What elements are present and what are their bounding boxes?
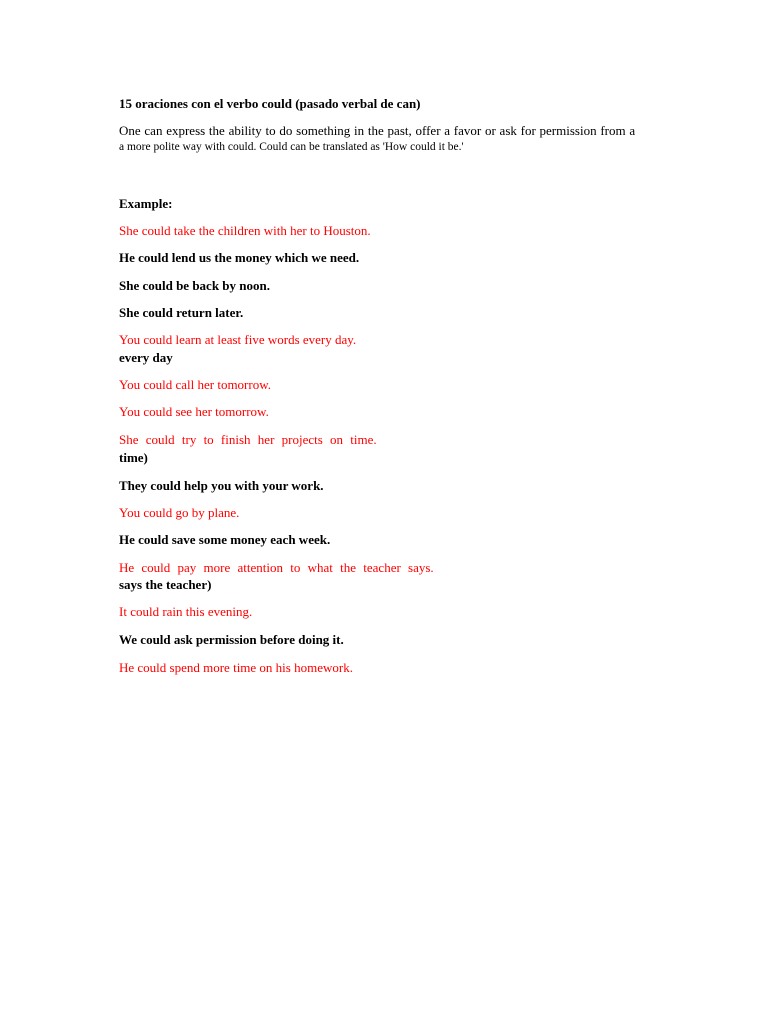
sentence-8-fragment: time) xyxy=(119,450,148,465)
sentence-15: He could spend more time on his homework. xyxy=(119,660,353,675)
sentence-13: It could rain this evening. xyxy=(119,604,253,619)
sentence-1: She could take the children with her to Houston. xyxy=(119,223,371,238)
sentence-14: We could ask permission before doing it. xyxy=(119,632,344,647)
document-title: 15 oraciones con el verbo could (pasado verbal de can) xyxy=(119,96,421,111)
sentence-11: He could save some money each week. xyxy=(119,532,331,547)
intro-line-2: a more polite way with could. Could can be translated as 'How could it be.' xyxy=(119,141,464,153)
sentence-8: She could try to finish her projects on time. xyxy=(119,432,377,447)
sentence-2: He could lend us the money which we need. xyxy=(119,250,360,265)
sentence-4: She could return later. xyxy=(119,305,244,320)
sentence-3: She could be back by noon. xyxy=(119,278,270,293)
intro-line-1: One can express the ability to do something in the past, offer a favor or ask for permission from a xyxy=(119,123,636,138)
example-label: Example: xyxy=(119,196,173,211)
sentence-6: You could call her tomorrow. xyxy=(119,377,272,392)
sentence-12-fragment: says the teacher) xyxy=(119,577,212,592)
sentence-5: You could learn at least five words every day. xyxy=(119,332,357,347)
sentence-10: You could go by plane. xyxy=(119,505,240,520)
sentence-7: You could see her tomorrow. xyxy=(119,404,269,419)
sentence-9: They could help you with your work. xyxy=(119,478,324,493)
sentence-5-fragment: every day xyxy=(119,350,173,365)
sentence-12: He could pay more attention to what the teacher says. xyxy=(119,560,434,575)
